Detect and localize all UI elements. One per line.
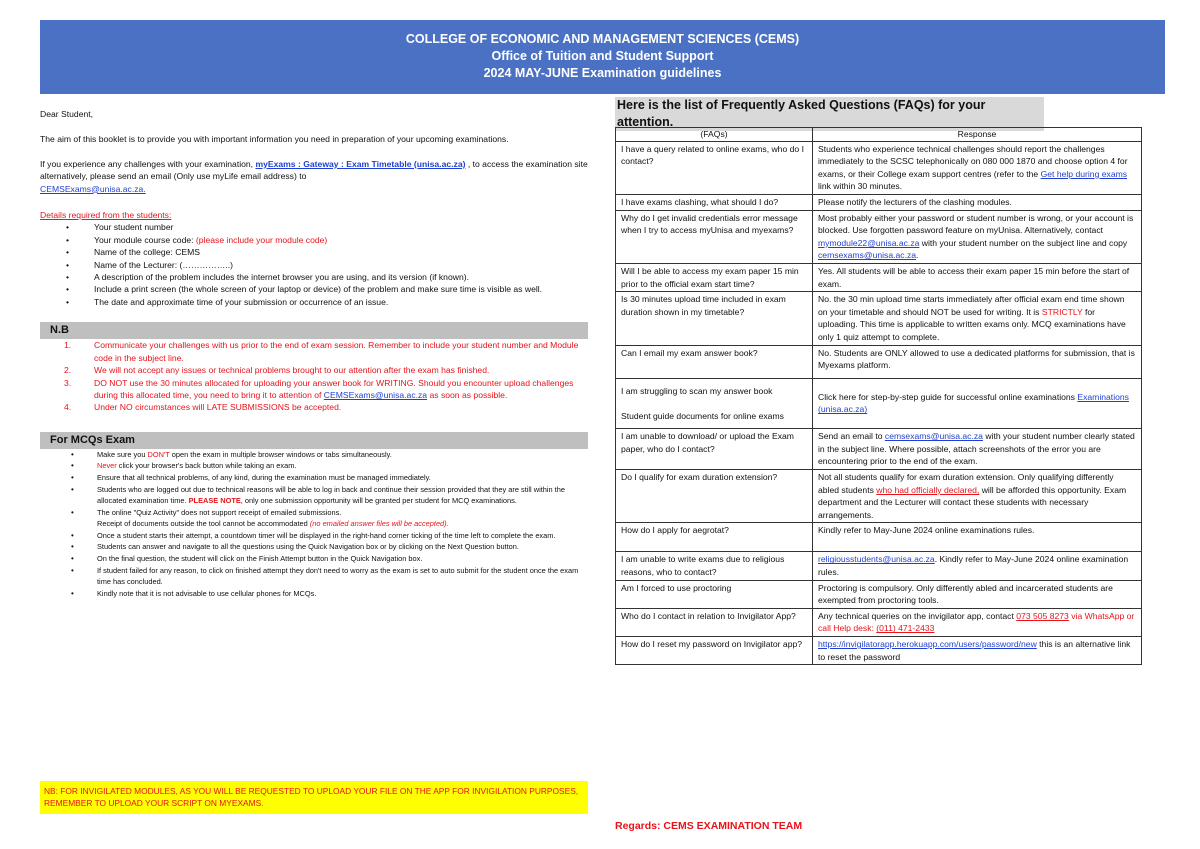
- nb-heading: N.B: [40, 322, 588, 339]
- table-cell: Who do I contact in relation to Invigilator App?: [616, 608, 813, 636]
- list-item: • Never click your browser's back button while taking an exam.: [97, 460, 588, 472]
- table-cell: Will I be able to access my exam paper 15 min prior to the official exam start time?: [616, 263, 813, 291]
- table-row: [616, 263, 1142, 291]
- help-link[interactable]: Get help during exams: [1040, 168, 1128, 179]
- table-row: [616, 378, 1142, 429]
- table-row: [616, 608, 1142, 636]
- table-cell: Click here for step-by-step guide for successful online examinations Examinations (unisa.ac.za): [813, 378, 1142, 429]
- table-cell: Kindly refer to May-June 2024 online examinations rules.: [813, 523, 1142, 552]
- table-cell: Can I email my exam answer book?: [616, 345, 813, 378]
- challenge-text: If you experience any challenges with your examination,: [40, 158, 254, 169]
- table-cell: I am unable to write exams due to religious reasons, who to contact?: [616, 552, 813, 580]
- table-row: [616, 470, 1142, 523]
- table-row: [616, 210, 1142, 263]
- myexams-link[interactable]: myExams : Gateway : Exam Timetable (unisa.ac.za): [255, 158, 466, 169]
- list-item: • A description of the problem includes the internet browser you are using, and its version (if known).: [94, 271, 588, 283]
- list-item: • Students can answer and navigate to all the questions using the Quick Navigation box or by clicking on the Next Question button.: [97, 541, 588, 553]
- list-item: • Students who are logged out due to technical reasons will be able to log in back and continue their session provided that they are still within the allocated examination time. PLEASE NOTE, only one submission opportunity will be granted per student for MCQ examinations.: [97, 484, 588, 507]
- table-cell: Why do I get invalid credentials error message when I try to access myUnisa and myexams?: [616, 210, 813, 263]
- list-item: 4. Under NO circumstances will LATE SUBMISSIONS be accepted.: [64, 402, 342, 413]
- faq-col-header: (FAQs): [616, 128, 813, 142]
- table-cell: Am I forced to use proctoring: [616, 580, 813, 608]
- mymodule-email-link[interactable]: mymodule22@unisa.ac.za: [818, 237, 920, 248]
- nb-email-link[interactable]: CEMSExams@unisa.ac.za: [323, 389, 428, 400]
- table-cell: Proctoring is compulsory. Only differently abled and incarcerated students are exempted from proctoring tools.: [813, 580, 1142, 608]
- table-cell: Do I qualify for exam duration extension?: [616, 470, 813, 523]
- cems-email-link[interactable]: CEMSExams@unisa.ac.za.: [40, 183, 146, 194]
- header-banner: [40, 20, 1165, 94]
- list-item: • Include a print screen (the whole screen of your laptop or device) of the problem and make sure time is visible as well.: [94, 283, 588, 295]
- table-header-row: [616, 128, 1142, 142]
- list-item: • The online "Quiz Activity" does not support receipt of emailed submissions. Receipt of documents outside the tool cannot be accommodated (no emailed answer files will be accepted).: [97, 507, 588, 530]
- greeting: Dear Student,: [40, 109, 94, 119]
- table-cell: I am unable to download/ or upload the Exam paper, who do I contact?: [616, 429, 813, 470]
- faq-table: [615, 127, 1142, 665]
- challenge-paragraph: [40, 158, 588, 195]
- table-row: [616, 194, 1142, 210]
- list-item: • Your module course code: (please include your module code): [94, 234, 588, 246]
- nb-list: [40, 339, 588, 413]
- table-cell: https://invigilatorapp.herokuapp.com/users/password/new this is an alternative link to reset the password: [813, 637, 1142, 665]
- table-cell: No. Students are ONLY allowed to use a dedicated platforms for submission, that is Myexams platform.: [813, 345, 1142, 378]
- challenge-mid: , to access the examination site alternatively, please send an email (Only use myLife email address) to: [40, 158, 588, 182]
- table-cell: I am struggling to scan my answer book Student guide documents for online exams: [616, 378, 813, 429]
- details-heading: Details required from the students:: [40, 210, 172, 221]
- list-item: 1. Communicate your challenges with us prior to the end of exam session. Remember to include your student number and Module code in the subject line.: [64, 340, 579, 363]
- list-item: • Ensure that all technical problems, of any kind, during the examination must be managed immediately.: [97, 472, 588, 484]
- table-cell: Not all students qualify for exam duration extension. Only qualifying differently abled students who had officially declared, will be afforded this opportunity. Exam department and the Lecturer will contact these students with necessary arrangements.: [813, 470, 1142, 523]
- cemsexams-email-link[interactable]: cemsexams@unisa.ac.za: [818, 250, 917, 261]
- response-col-header: Response: [813, 128, 1142, 142]
- table-cell: How do I apply for aegrotat?: [616, 523, 813, 552]
- list-item: • Kindly note that it is not advisable to use cellular phones for MCQs.: [97, 588, 588, 600]
- list-item: • If student failed for any reason, to click on finished attempt they don't need to worry as the exam is set to auto submit for the student once the exam time has concluded.: [97, 565, 588, 588]
- list-item: 2. We will not accept any issues or technical problems brought to our attention after the exam has finished.: [64, 365, 490, 376]
- table-cell: Yes. All students will be able to access their exam paper 15 min before the start of exam.: [813, 263, 1142, 291]
- table-row: [616, 637, 1142, 665]
- table-cell: Please notify the lecturers of the clashing modules.: [813, 194, 1142, 210]
- list-item: • Make sure you DON'T open the exam in multiple browser windows or tabs simultaneously.: [97, 449, 588, 461]
- table-row: [616, 141, 1142, 194]
- list-item: • Name of the college: CEMS: [94, 246, 588, 258]
- list-item: 3. DO NOT use the 30 minutes allocated for uploading your answer book for WRITING. Should you encounter upload challenges during this allocated time, you need to bring it to attention of CEMSExams@unisa.ac.za as soon as possible.: [64, 377, 574, 400]
- list-item: • Name of the Lecturer: (……………..): [94, 259, 588, 271]
- table-cell: Most probably either your password or student number is wrong, or your account is blocked. Use forgotten password feature on myUnisa. Alternatively, contact mymodule22@unisa.ac.za with your student number on the subject line and copy cemsexams@unisa.ac.za.: [813, 210, 1142, 263]
- table-row: [616, 292, 1142, 345]
- regards-signoff: Regards: CEMS EXAMINATION TEAM: [615, 820, 803, 832]
- faq-title: Here is the list of Frequently Asked Questions (FAQs) for your attention.: [615, 97, 1044, 131]
- table-cell: Any technical queries on the invigilator app, contact 073 505 8273 via WhatsApp or call Help desk: (011) 471-2433: [813, 608, 1142, 636]
- list-item: • The date and approximate time of your submission or occurrence of an issue.: [94, 296, 588, 308]
- table-cell: Students who experience technical challenges should report the challenges immediately to the SCSC telephonically on 080 000 1870 and choose option 4 for exams, or their College exam support centres (refer to the Get help during exams link within 30 minutes.: [813, 141, 1142, 194]
- table-row: [616, 345, 1142, 378]
- mcq-heading: For MCQs Exam: [40, 432, 588, 449]
- right-column: [615, 97, 1142, 662]
- table-row: [616, 552, 1142, 580]
- invigilation-note: NB: FOR INVIGILATED MODULES, AS YOU WILL BE REQUESTED TO UPLOAD YOUR FILE ON THE APP FOR INVIGILATION PURPOSES, REMEMBER TO UPLOAD YOUR SCRIPT ON MYEXAMS.: [40, 781, 588, 814]
- religious-email-link[interactable]: religiousstudents@unisa.ac.za: [818, 554, 935, 565]
- table-cell: I have exams clashing, what should I do?: [616, 194, 813, 210]
- table-cell: I have a query related to online exams, who do I contact?: [616, 141, 813, 194]
- table-cell: How do I reset my password on Invigilator app?: [616, 637, 813, 665]
- table-row: [616, 580, 1142, 608]
- cemsexams-email-link-2[interactable]: cemsexams@unisa.ac.za: [884, 431, 983, 442]
- examinations-link[interactable]: Examinations (unisa.ac.za): [818, 391, 1129, 415]
- reset-password-link[interactable]: https://invigilatorapp.herokuapp.com/users/password/new: [818, 639, 1037, 649]
- details-list: [40, 221, 588, 308]
- aim-paragraph: The aim of this booklet is to provide you with important information you need in preparation of your upcoming examinations.: [40, 134, 509, 145]
- office-title: Office of Tuition and Student Support: [491, 49, 714, 63]
- table-row: [616, 523, 1142, 552]
- table-cell: Is 30 minutes upload time included in exam duration shown in my timetable?: [616, 292, 813, 345]
- mcq-list: [40, 449, 588, 600]
- guidelines-title: 2024 MAY-JUNE Examination guidelines: [483, 66, 722, 80]
- table-row: [616, 429, 1142, 470]
- table-cell: Send an email to cemsexams@unisa.ac.za with your student number clearly stated in the subject line. Where possible, attach screenshots of the error you are encountering prior to the end of the exam.: [813, 429, 1142, 470]
- college-title: COLLEGE OF ECONOMIC AND MANAGEMENT SCIENCES (CEMS): [405, 32, 800, 46]
- table-cell: No. the 30 min upload time starts immediately after official exam end time shown on your timetable and should NOT be used for writing. It is STRICTLY for uploading. This time is applicable to written exams only. MCQ examinations have only 1 quiz attempt to complete.: [813, 292, 1142, 345]
- list-item: • On the final question, the student will click on the Finish Attempt button in the Quick Navigation box.: [97, 553, 588, 565]
- table-cell: religiousstudents@unisa.ac.za. Kindly refer to May-June 2024 online examination rules.: [813, 552, 1142, 580]
- list-item: • Once a student starts their attempt, a countdown timer will be displayed in the right-hand corner ticking of the time left to complete the exam.: [97, 530, 588, 542]
- left-column: [40, 108, 588, 599]
- list-item: • Your student number: [94, 221, 588, 233]
